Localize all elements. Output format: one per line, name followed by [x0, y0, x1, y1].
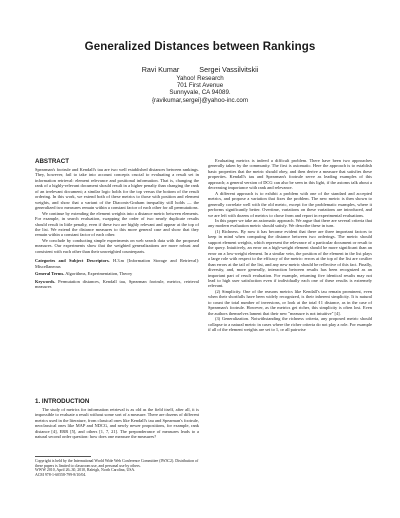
general-terms-label: General Terms.: [35, 271, 65, 277]
abstract-paragraph: Spearman's footrule and Kendall's tau are two well established distances between rankings. They, however, fail to take into account concepts crucial to evaluating a result set in information retrieval: element relevance and positional information. That is, changing the rank of a highly-relevant document should result in a higher penalty than changing the rank of an irrelevant document; a similar logic holds for the top versus the bottom of the result ordering. In this work, we extend both of these metrics to those with position and element weights, and show that a variant of the Diaconis-Graham inequality still holds — the generalized two measures remain within a constant factor of each other for all permutations.: [35, 167, 199, 211]
body-paragraph: (3) Generalization. Notwithstanding the richness criteria, any proposed metric should collapse to a natural metric in cases where the richer criteria do not play a role. For example if all of the element weights are set to 1, or all pairwise: [208, 316, 372, 333]
affiliation: Yahoo! Research: [176, 74, 224, 82]
copyright-footnote: [35, 456, 199, 477]
footnote-line: WWW 2010, April 26–30, 2010, Raleigh, North Carolina, USA.: [35, 468, 136, 473]
paper-title: Generalized Distances between Rankings: [84, 41, 316, 53]
footnote-rule: [35, 456, 91, 457]
author-name: Sergei Vassilvitskii: [199, 65, 259, 74]
keywords-text: Permutation distances, Kendall tau, Spearman footrule, metrics, retrieval measures: [35, 278, 200, 290]
author-block: [0, 66, 400, 104]
body-paragraph: Evaluating metrics is indeed a difficult problem. There have been two approaches generally taken by the community. The first is axiomatic. Here the approach is to establish basic properties that the metric should obey, and then derive a measure that satisfies these properties. Kendall's tau and Spearman's footrule serve as leading examples of this approach; a general version of DCG can also be seen in this light, if the axioms talk about a decreasing importance with rank and relevance.: [208, 158, 372, 191]
address-line: Sunnyvale, CA 94089.: [169, 89, 231, 97]
author-name: Ravi Kumar: [141, 65, 180, 74]
categories-line: [35, 258, 199, 269]
body-paragraph: A different approach is to exhibit a problem with one of the standard and accepted metrics, and propose a variation that fixes the problem. The new metric is then shown to generally correlate well with the old metric, except for the problematic examples, where it performs significantly better. Overtime, variations on these variations are introduced, and we are left with dozens of metrics to chose from and report in experimental evaluations.: [208, 190, 372, 218]
abstract-paragraph: We conclude by conducting simple experiments on web search data with the proposed measures. Our experiments show that the weighted generalizations are more robust and consistent with each other than their unweighted counterparts.: [35, 237, 199, 254]
introduction-section: [35, 398, 199, 440]
abstract-paragraph: We continue by extending the element weights into a distance metric between elements. For example, in search evaluation, swapping the order of two nearly duplicate results should result in little penalty, even if these two are highly relevant and appear at the top of the list. We extend the distance measures to this more general case and show that they remain within a constant factor of each other.: [35, 210, 199, 238]
general-terms-text: Algorithms, Experimentation, Theory: [65, 271, 133, 277]
introduction-heading: 1. INTRODUCTION: [35, 398, 90, 405]
address-line: 701 First Avenue: [176, 82, 224, 89]
author-names: [0, 66, 400, 75]
footnote-line: ACM 978-1-60558-799-8/10/04.: [35, 472, 87, 477]
categories-label: Categories and Subject Descriptors.: [35, 258, 110, 264]
right-column: [208, 158, 372, 333]
body-paragraph: (1) Richness. By now it has become evident that there are three important factors to keep in mind when computing the distance between two orderings. The metric should support element weights, which represent the relevance of a particular document or result to the query. Intuitively, an error on a high-weight element should be more significant than an error on a low-weight element. In a similar vein, the position of the element in the list plays a large role with respect to the efficacy of the metric: errors at the top of the list are costlier than errors at the tail of the list, and any new metric should be reflective of this fact. Finally, diversity, and, more generally, interaction between results has been recognized as an important part of result evaluation. For example, returning five identical results may not lead to high user satisfaction even if individually each one of these results is extremely relevant.: [208, 228, 372, 289]
keywords-label: Keywords.: [35, 278, 56, 284]
categories-text: H.3.m [Information Storage and Retrieval]: Miscellaneous: [35, 258, 199, 269]
author-emails: {ravikumar,sergei}@yahoo-inc.com: [151, 96, 249, 104]
footnote-line: Copyright is held by the International World Wide Web Conference Committee (IW3C2). Distribution of these papers is limited to classroom use, and personal use by others.: [35, 459, 199, 468]
abstract-heading: ABSTRACT: [35, 158, 70, 165]
left-column: [35, 158, 199, 290]
keywords-line: [35, 279, 199, 290]
body-paragraph: (2) Simplicity. One of the reasons metrics like Kendall's tau remain prominent, even when their shortfalls have been widely recognized, is their inherent simplicity. It is natural to count the total number of inversions, or look at the total ℓ1 distance, as in the case of Spearman's footrule. However, as the metrics get richer, this simplicity is often lost. Even the authors themselves lament that their new "measure is not intuitive" [4].: [208, 288, 372, 316]
intro-paragraph: The study of metrics for information retrieval is as old as the field itself, after all, it is impossible to evaluate a result without some sort of a measure. There are dozens of different metrics used in the literature, from classical ones like Kendall's tau and Spearman's footrule, neoclassical ones like MAP and NDCG, and newly newer propositions, for example, rank distance [4], ERR [5], and others [1, 7, 21]. The preponderance of measures leads to a natural second order question: how does one measure the measures?: [35, 407, 199, 440]
body-paragraph: In this paper we take an axiomatic approach. We argue that there are several criteria that any modern evaluation metric should satisfy. We describe these in turn.: [208, 217, 372, 229]
